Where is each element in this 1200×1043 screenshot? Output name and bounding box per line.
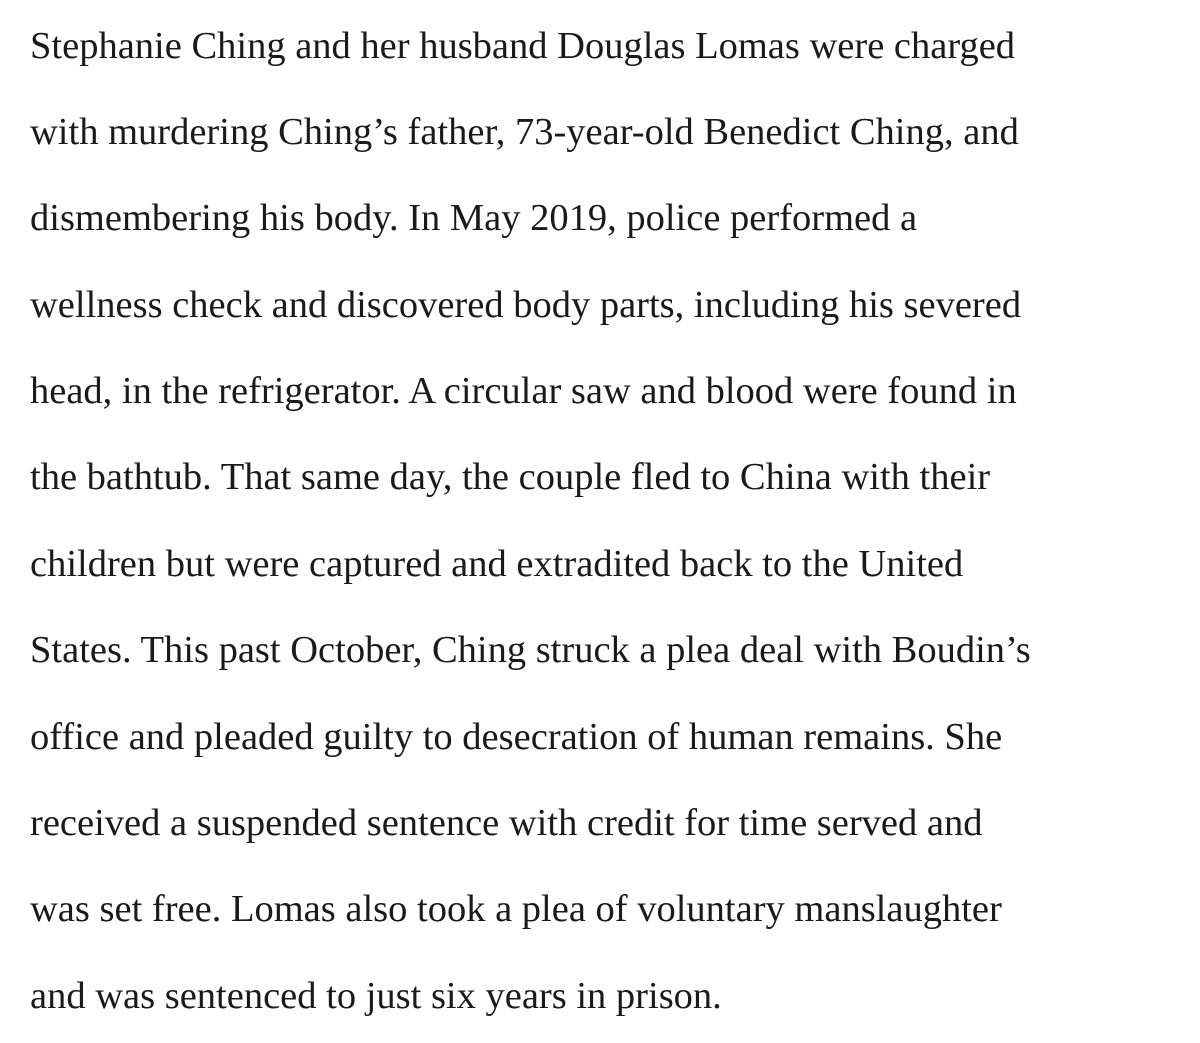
- paragraph-line-4: wellness check and discovered body parts, including his severed: [30, 284, 1022, 326]
- paragraph-line-3: dismembering his body. In May 2019, police performed a: [30, 197, 918, 239]
- paragraph-line-6: the bathtub. That same day, the couple fled to China with their: [30, 456, 991, 498]
- paragraph-line-7: children but were captured and extradited back to the United: [30, 543, 964, 585]
- paragraph-line-12: and was sentenced to just six years in prison.: [30, 975, 722, 1017]
- paragraph-line-1: Stephanie Ching and her husband Douglas Lomas were charged: [30, 25, 1016, 67]
- paragraph-line-8: States. This past October, Ching struck a plea deal with Boudin’s: [30, 629, 1031, 671]
- paragraph-line-5: head, in the refrigerator. A circular saw and blood were found in: [30, 370, 1017, 412]
- paragraph-line-11: was set free. Lomas also took a plea of voluntary manslaughter: [30, 888, 1002, 930]
- paragraph-line-2: with murdering Ching’s father, 73-year-old Benedict Ching, and: [30, 111, 1019, 153]
- paragraph-line-10: received a suspended sentence with credit for time served and: [30, 802, 983, 844]
- paragraph-line-9: office and pleaded guilty to desecration of human remains. She: [30, 716, 1003, 758]
